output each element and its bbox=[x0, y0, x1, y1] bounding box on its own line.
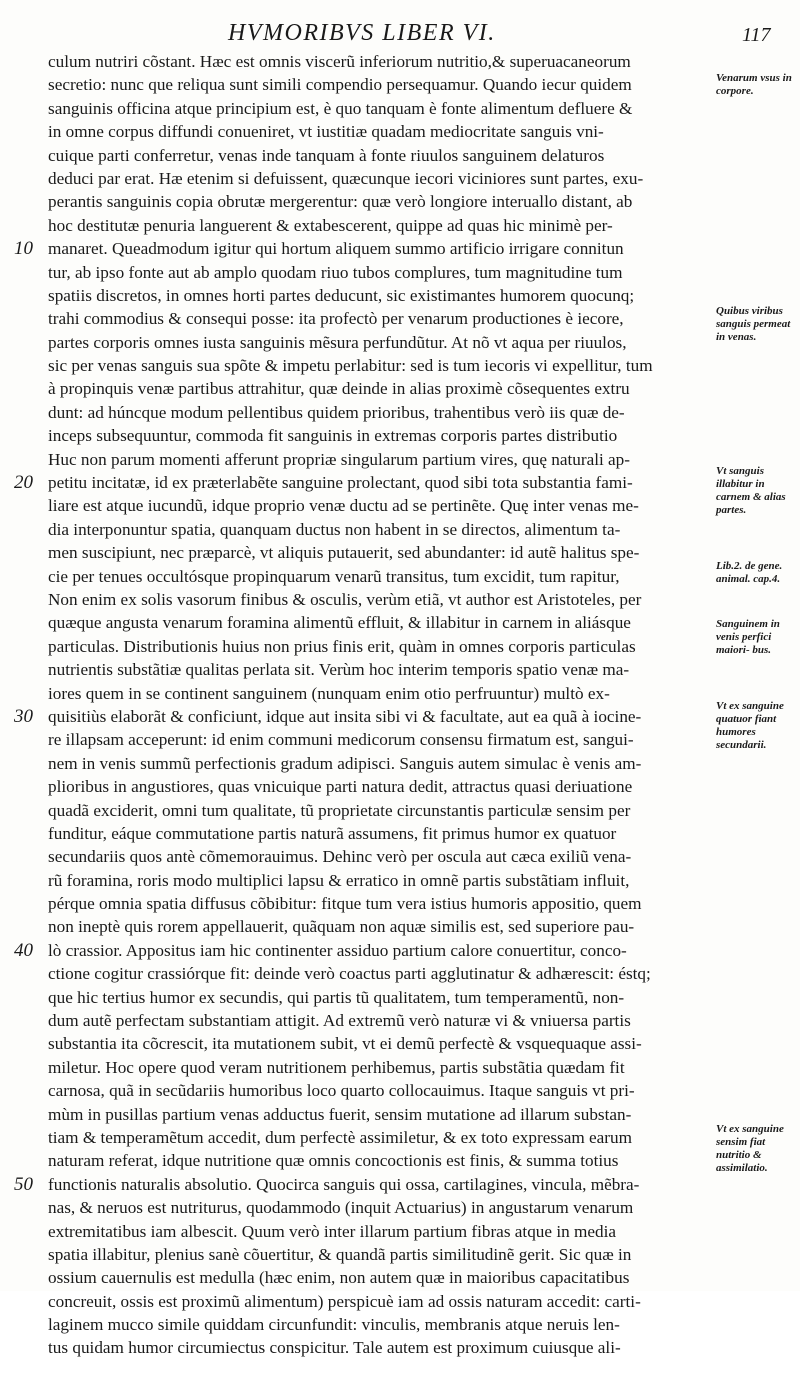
line-number: 40 bbox=[14, 940, 33, 961]
text-line: Huc non parum momenti afferunt propriæ singularum partium vires, quę naturali ap- bbox=[48, 449, 630, 469]
text-line: deduci par erat. Hæ etenim si defuissent, quæcunque iecori viciniores sunt partes, exu- bbox=[48, 168, 644, 188]
text-line: laginem mucco simile quiddam circunfundit: vinculis, membranis atque neruis len- bbox=[48, 1315, 620, 1335]
margin-note: Vt ex sanguine sensim fiat nutritio & assimilatio. bbox=[716, 1123, 784, 1174]
text-line: dum autẽ perfectam substantiam attigit. Ad extremũ verò naturæ vi & vniuersa partis bbox=[48, 1011, 631, 1031]
text-line: perantis sanguinis copia obrutæ mergerentur: quæ verò longiore interuallo distant, ab bbox=[48, 192, 633, 212]
margin-note: Lib.2. de gene. animal. cap.4. bbox=[716, 560, 783, 585]
text-line: dunt: ad húncque modum pellentibus quidem prioribus, trahentibus verò iis quæ de- bbox=[48, 402, 625, 422]
text-line: sic per venas sanguis sua spõte & impetu perlabitur: sed is tum iecoris vi expellitur, tum bbox=[48, 356, 653, 376]
page-header bbox=[0, 18, 800, 50]
text-line: pérque omnia spatia diffusus cõbibitur: fitque tum vera istius humoris appositio, quem bbox=[48, 894, 642, 914]
text-line: plioribus in angustiores, quas vnicuique parti natura dedit, attractus quasi deriuatione bbox=[48, 777, 633, 797]
text-line: rũ foramina, roris modo multiplici lapsu & erratico in omnẽ partis substãtiam influit, bbox=[48, 870, 630, 890]
margin-note: Venarum vsus in corpore. bbox=[716, 72, 792, 97]
text-line: funditur, eáque commutatione partis naturã assumens, fit primus humor ex quatuor bbox=[48, 823, 617, 843]
text-line: tur, ab ipso fonte aut ab amplo quodam riuo tubos complures, tum magnitudine tum bbox=[48, 262, 623, 282]
text-line: non ineptè quis rorem appellauerit, quãquam non aquæ similis est, sed superiore pau- bbox=[48, 917, 635, 937]
margin-note: Vt sanguis illabitur in carnem & alias partes. bbox=[716, 465, 786, 516]
text-line: functionis naturalis absolutio. Quocirca sanguis qui ossa, cartilagines, vincula, mẽbra- bbox=[48, 1174, 640, 1194]
text-line: secretio: nunc que reliqua sunt simili compendio persequamur. Quando iecur quidem bbox=[48, 75, 632, 95]
text-line: substantia ita cõcrescit, ita mutationem subit, vt ei demũ perfectè & vsquequaque assi- bbox=[48, 1034, 642, 1054]
text-line: culum nutriri cõstant. Hæc est omnis viscerũ inferiorum nutritio,& superuacaneorum bbox=[48, 52, 631, 71]
line-number: 30 bbox=[14, 706, 33, 727]
text-line: naturam referat, idque nutritione quæ omnis concoctionis est finis, & summa totius bbox=[48, 1151, 619, 1171]
running-head: HVMORIBVS LIBER VI. bbox=[228, 20, 496, 46]
text-line: in omne corpus diffundi conueniret, vt iustitiæ quadam mediocritate sanguis vni- bbox=[48, 122, 604, 142]
text-line: cie per tenues occultósque propinquarum venarũ transitus, tum excidit, tum rapitur, bbox=[48, 566, 620, 586]
text-line: Non enim ex solis vasorum finibus & osculis, verùm etiã, vt author est Aristoteles, per bbox=[48, 589, 642, 609]
text-line: sanguinis officina atque principium est, è quo tanquam è fonte alimentum defluere & bbox=[48, 98, 633, 118]
text-line: concreuit, ossis est proximũ alimentum) perspicuè iam ad ossis naturam accedit: carti- bbox=[48, 1291, 641, 1311]
text-line: miletur. Hoc opere quod veram nutritionem perhibemus, partis substãtia quædam fit bbox=[48, 1057, 625, 1077]
text-line: mùm in pusillas partium venas adductus fuerit, sensim mutatione ad illarum substan- bbox=[48, 1104, 632, 1124]
text-line: cuique parti conferretur, venas inde tanquam à fonte riuulos sanguinem delaturos bbox=[48, 145, 605, 165]
margin-note: Sanguinem in venis perfici maiori- bus. bbox=[716, 618, 780, 656]
margin-note: Vt ex sanguine quatuor fiant humores secundarii. bbox=[716, 700, 784, 751]
text-line: men suscipiunt, nec præparcè, vt aliquis putauerit, sed abundanter: id autẽ halitus spe- bbox=[48, 543, 640, 563]
text-line: partes corporis omnes iusta sanguinis mẽsura perfundũtur. At nõ vt aqua per riuulos, bbox=[48, 332, 627, 352]
text-line: particulas. Distributionis huius non prius finis erit, quàm in omnes corporis particulas bbox=[48, 636, 636, 656]
text-line: que hic tertius humor ex secundis, qui partis tũ qualitatem, tum temperamentũ, non- bbox=[48, 987, 625, 1007]
text-line: ossium cauernulis est medulla (hæc enim, non autem quæ in maioribus capacitatibus bbox=[48, 1268, 630, 1288]
text-line: nutrientis substãtiæ qualitas perlata sit. Verùm hoc interim temporis spatio venæ ma- bbox=[48, 660, 630, 680]
text-line: hoc destitutæ penuria languerent & extabescerent, quippe ad quas hic minimè per- bbox=[48, 215, 613, 235]
text-line: manaret. Queadmodum igitur qui hortum aliquem summo artificio irrigare connitun bbox=[48, 239, 624, 259]
text-line: iores quem in se continent sanguinem (nunquam enim otio perfruuntur) multò ex- bbox=[48, 683, 610, 703]
page-number: 117 bbox=[742, 24, 771, 46]
text-line: ctione cogitur crassiórque fit: deinde verò coactus parti agglutinatur & adhærescit: éstq; bbox=[48, 964, 651, 984]
line-number: 10 bbox=[14, 238, 33, 259]
text-line: quadã exciderit, omni tum qualitate, tũ proprietate circunstantis particulæ sensim per bbox=[48, 800, 631, 820]
body-text bbox=[48, 50, 713, 1383]
text-line: lò crassior. Appositus iam hic continenter assiduo partium calore conuertitur, conco- bbox=[48, 940, 627, 960]
text-line: extremitatibus iam albescit. Quum verò inter illarum partium fibras atque in media bbox=[48, 1221, 616, 1241]
text-line: spatiis discretos, in omnes horti partes deducunt, sic existimantes humorem quocunq; bbox=[48, 285, 635, 305]
text-line: nem in venis summũ perfectionis gradum adipisci. Sanguis autem simulac è venis am- bbox=[48, 753, 642, 773]
text-line: quisitiùs elaborãt & conficiunt, idque aut insita sibi vi & facultate, aut ea quã à iocine- bbox=[48, 706, 642, 726]
margin-note: Quibus viribus sanguis permeat in venas. bbox=[716, 305, 791, 343]
text-line: dia interponuntur spatia, quanquam ductus non habent in se directos, alimentum ta- bbox=[48, 519, 621, 539]
text-line: secundariis quos antè cõmemorauimus. Dehinc verò per oscula aut cæca exiliũ vena- bbox=[48, 847, 632, 867]
text-line: tiam & temperamẽtum accedit, dum perfectè assimiletur, & ex toto expressam earum bbox=[48, 1127, 632, 1147]
text-line: inceps subsequuntur, commoda fit sanguinis in extremas corporis partes distributio bbox=[48, 426, 618, 446]
text-line: à propinquis venæ partibus attrahitur, quæ deinde in alias proximè cõsequentes extru bbox=[48, 379, 630, 399]
text-line: trahi commodius & consequi posse: ita profectò per venarum productiones è iecore, bbox=[48, 309, 624, 329]
line-number: 20 bbox=[14, 472, 33, 493]
text-line: re illapsam acceperunt: id enim communi medicorum consensu firmatum est, sangui- bbox=[48, 730, 634, 750]
text-line: carnosa, quã in secũdariis humoribus loco quarto collocauimus. Itaque sanguis vt pri- bbox=[48, 1081, 635, 1101]
line-number: 50 bbox=[14, 1174, 33, 1195]
text-line: tus quidam humor circumiectus conspicitur. Tale autem est proximum cuiusque ali- bbox=[48, 1338, 621, 1358]
text-line bbox=[48, 1360, 713, 1383]
text-line: nas, & neruos est nutriturus, quodammodo (inquit Actuarius) in angustarum venarum bbox=[48, 1198, 634, 1218]
text-line: spatia illabitur, plenius sanè cõuertitur, & quandã partis similitudinẽ gerit. Sic quæ in bbox=[48, 1244, 632, 1264]
text-line: petitu incitatæ, id ex præterlabẽte sanguine prolectant, quod sibi tota substantia fami- bbox=[48, 473, 633, 493]
text-line: quæque angusta venarum foramina alimentũ effluit, & illabitur in carnem in aliásque bbox=[48, 613, 631, 633]
text-line: liare est atque iucundũ, idque proprio venæ ductu ad se pertinẽte. Quę inter venas me- bbox=[48, 496, 639, 516]
